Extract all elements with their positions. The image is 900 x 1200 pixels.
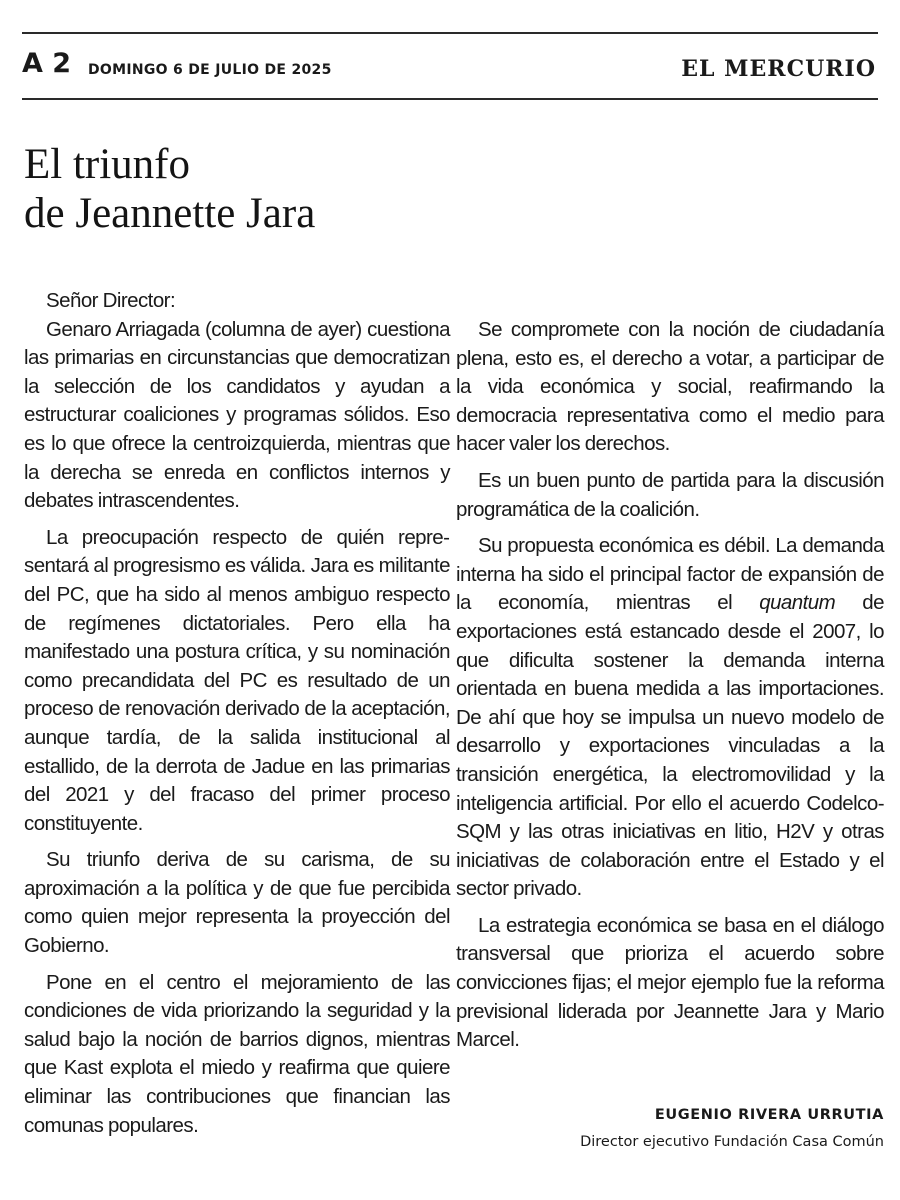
paragraph-text: Su propuesta económica es débil. La demanda interna ha sido el principal factor de expansión de la economía, mientras el [456, 534, 884, 615]
masthead-rule [22, 98, 878, 100]
paragraph: Es un buen punto de partida para la discusión programática de la coalición. [456, 468, 884, 521]
paragraph: Pone en el centro el mejoramiento de las condiciones de vida priorizando la seguridad y la salud bajo la noción de barrios dignos, mientras que Kast explota el miedo y reafirma que quiere eliminar las contribuciones que financian las comunas populares. [24, 970, 450, 1137]
paragraph: La preocupación respecto de quién representará al progresismo es válida. Jara es militante del PC, que ha sido al menos ambiguo respecto de regímenes dictatoriales. Pero ella ha manifestado una postura crítica, y su nominación como precandidata del PC es resultado de un proceso de renovación derivado de la aceptación, aunque tardía, de la salida institucional al estallido, de la derrota de Jadue en las primarias del 2021 y del fracaso del primer proceso constituyente. [24, 525, 450, 835]
paragraph: Genaro Arriagada (columna de ayer) cuestiona las primarias en circunstancias que democratizan la selección de los candidatos y ayudan a estructurar coaliciones y programas sólidos. Eso es lo que ofrece la centroizquierda, mientras que la derecha se enreda en conflictos internos y debates intrascendentes. [24, 317, 450, 513]
paragraph: La estrategia económica se basa en el diálogo transversal que prioriza el acuerdo sobre convicciones fijas; el mejor ejemplo fue la reforma previsional liderada por Jeannette Jara y Mario Marcel. [456, 913, 884, 1052]
paragraph: Su triunfo deriva de su carisma, de su aproximación a la política y de que fue percibida como quien mejor representa la proyección del Gobierno. [24, 848, 450, 958]
salutation: Señor Director: [46, 289, 176, 312]
paragraph-text: de exportaciones está estancado desde el 2007, lo que dificulta sostener la demanda interna orientada en buena medida a las importaciones. De ahí que hoy se impulsa un nuevo modelo de desarrollo y exportaciones vinculadas a la transición energética, la electromovilidad y la inteligencia artificial. Por ello el acuerdo Codelco-SQM y las otras iniciativas en litio, H2V y otras iniciativas de colaboración entre el Estado y el sector privado. [456, 591, 884, 901]
author-name: EUGENIO RIVERA URRUTIA [654, 1107, 884, 1123]
masthead [22, 48, 878, 92]
headline-line-1: El triunfo [24, 141, 190, 188]
article-column-left [24, 287, 450, 1148]
author-title: Director ejecutivo Fundación Casa Común [580, 1134, 884, 1150]
paragraph: Se compromete con la noción de ciudadanía plena, esto es, el derecho a votar, a participar de la vida económica y social, reafirmando la democracia representativa como el medio para hacer valer los derechos. [456, 318, 884, 456]
article-headline [24, 140, 844, 238]
paragraph-with-italic [456, 532, 884, 904]
top-rule [22, 32, 878, 34]
headline-line-2: de Jeannette Jara [24, 190, 316, 237]
page-date: DOMINGO 6 DE JULIO DE 2025 [88, 62, 332, 78]
page-number: A 2 [22, 48, 72, 79]
author-signature [580, 1102, 884, 1156]
article-column-right [456, 316, 884, 1063]
newspaper-name: EL MERCURIO [681, 56, 876, 82]
italic-term: quantum [759, 591, 836, 615]
